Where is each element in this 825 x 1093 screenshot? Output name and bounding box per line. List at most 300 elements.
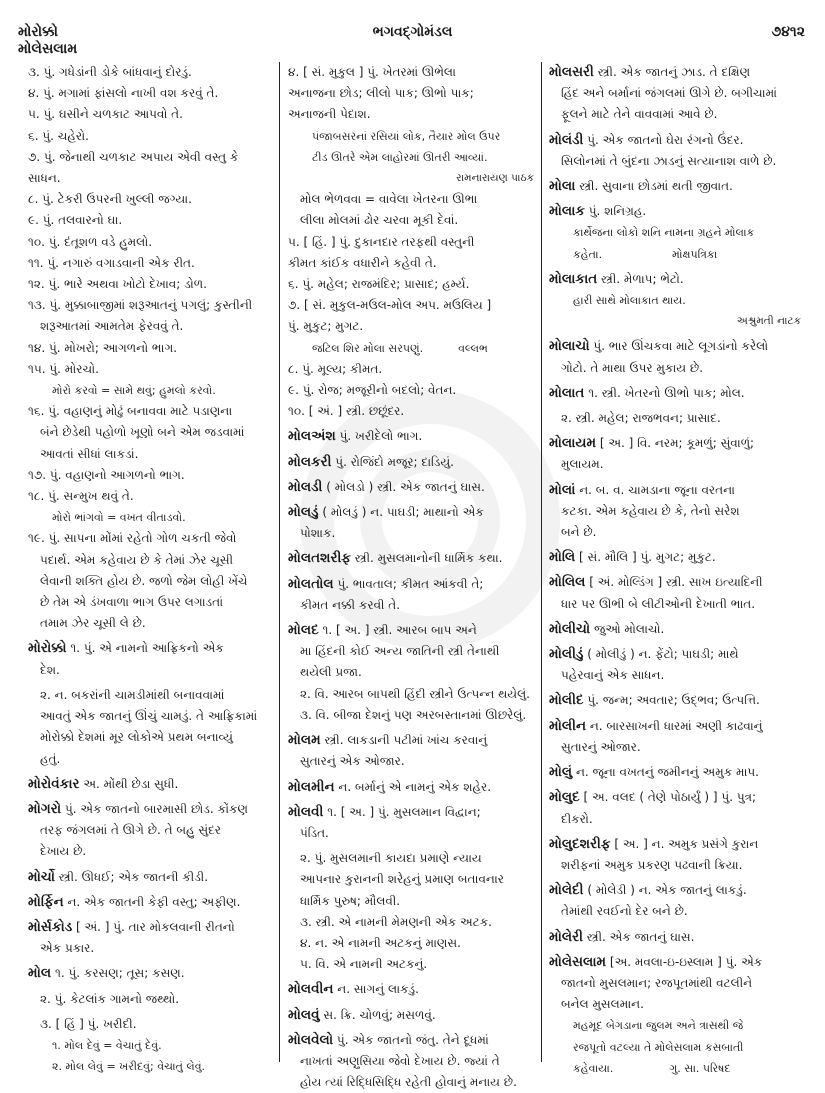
definition-text: ૨. પું. કેટલાંક ગામનો જથ્થો.	[40, 991, 180, 1006]
entry-line	[288, 316, 538, 337]
entry-line	[288, 523, 538, 544]
dictionary-entry	[288, 502, 538, 523]
definition-text: પું. ભાર ઊંચકવા માટે લૂગડાંનો કરેલો	[589, 339, 769, 354]
definition-text: ૪. [ સં. મુકુલ ] પું. ખેતરમાં ઊભેલા	[288, 65, 456, 79]
definition-text: કીમત નક્કી કરવી તે.	[300, 597, 401, 612]
definition-text: ન. સાગનું લાકડું.	[333, 982, 419, 997]
definition-text: ૩. [ હિં ] પું. ખરીદી.	[40, 1016, 137, 1031]
entry-line	[549, 665, 805, 686]
definition-text: કાર્થેજના લોકો શનિ નામના ગ્રહને મોલાક	[573, 226, 755, 240]
entry-line	[28, 83, 272, 104]
definition-text: ગોટો. તે માથા ઉપર મુકાય છે.	[561, 360, 704, 375]
entry-line	[288, 83, 538, 104]
definition-text: સિલોનમાં તે બુંદના ઝાડનું સત્યાનાશ વાળે છે.	[561, 153, 777, 168]
definition-text: અનાજની પેદાશ.	[288, 107, 371, 122]
definition-text: અનાજના છોડ; લીલો પાક; ઊભો પાક;	[288, 86, 474, 101]
entry-line	[549, 151, 805, 172]
entry-line	[28, 126, 272, 147]
page-header	[0, 0, 825, 57]
headword: મોર્ફિન	[28, 893, 64, 910]
definition-text: એક પ્રકાર.	[40, 941, 95, 956]
definition-text: સુતારનું ઓજાર.	[561, 739, 641, 754]
definition-text: ફૂલને માટે તેને વાવવામાં આવે છે.	[561, 107, 718, 122]
dictionary-entry	[288, 1030, 538, 1051]
headword: મોલુદ	[549, 789, 580, 806]
definition-text: છે તેમ એ ડંખવાળા ભાગ ઉપર લગાડતાં	[40, 595, 224, 610]
entry-line	[28, 507, 272, 528]
dictionary-entry	[28, 867, 272, 888]
dictionary-entry	[288, 452, 538, 473]
definition-text: ૬. પું. ચહેરો.	[28, 128, 89, 143]
definition-text: ૧. પું. કરસણ; તૂસ; કસણ.	[51, 966, 185, 981]
definition-text: ૭. પું. જેનાથી ચળકાટ અપાય એવી વસ્તુ કે	[28, 149, 239, 164]
definition-text: ૫. વિ. એ નામની અટકનું.	[300, 957, 428, 972]
definition-text: સ્ત્રી. ઊધઈ; એક જાતની કીડી.	[54, 869, 209, 884]
definition-text: ૧૮. પું. સન્મુખ થવું તે.	[28, 489, 134, 504]
definition-text: કહેતા. મોક્ષપત્રિકા	[573, 247, 718, 261]
headword: મોરોવંકાર	[28, 775, 80, 792]
definition-text: ૫. [ હિં. ] પું. દુકાનદાર તરફથી વસ્તુની	[288, 234, 475, 249]
definition-text: ૧૦. [ અં. ] સ્ત્રી. છછૂંદર.	[288, 404, 405, 419]
definition-text: પોશાક.	[300, 526, 336, 541]
definition-text: મુલાયમ.	[561, 457, 604, 472]
headword: મોલીચો	[549, 620, 591, 637]
definition-text: હતું.	[40, 751, 61, 766]
definition-text: પું. રોજિંદો મજૂર; દાડિયું.	[331, 454, 454, 469]
definition-text: દેશ.	[40, 662, 60, 677]
definition-text: ૨. પું. મુસલમાની કાયદા પ્રમાણે ન્યાય	[300, 851, 482, 866]
dictionary-entry	[549, 880, 805, 901]
definition-text: પું. એક જાતનો બારમાસી છોડ. કોંકણ	[61, 801, 248, 816]
definition-text: દેખાય છે.	[40, 844, 87, 859]
headword: મોલાં	[549, 481, 576, 498]
column-middle	[288, 62, 538, 1093]
definition-text: પું. ભાવતાલ; કીમત આંકવી તે;	[333, 576, 484, 591]
entry-line	[549, 83, 805, 104]
dictionary-entry	[288, 777, 538, 798]
headword: મોલવું	[288, 1006, 320, 1023]
entry-line	[288, 62, 538, 83]
definition-text: અશ્રુમતી નાટક	[736, 315, 801, 328]
definition-text: પું. મુકુટ; મુગટ.	[288, 319, 364, 334]
dictionary-entry	[288, 477, 538, 498]
definition-text: હોય ત્યાં રિદ્ધિસિદ્ધિ રહેતી હોવાનું મનાય છે.	[300, 1075, 517, 1090]
headword: મોલસરી	[549, 64, 594, 80]
entry-line	[549, 104, 805, 125]
definition-text: [ અં. ] પું. તાર મોકલવાની રીતનો	[72, 919, 235, 934]
definition-text: ૨. ન. બકરાંની ચામડીમાંથી બનાવવામાં	[40, 687, 225, 702]
definition-text: ન. બર્માનું એ નામનું એક શહેર.	[334, 779, 492, 794]
entry-line	[28, 820, 272, 841]
dictionary-entry	[28, 917, 272, 938]
definition-text: ૧. પું. એ નામનો આફ્રિકનો એક	[66, 641, 224, 656]
entry-line	[549, 222, 805, 243]
guide-word-first: મોરોક્કો	[18, 24, 58, 40]
definition-text: શરૂઆતમાં આમતેમ ફેરવવું તે.	[40, 319, 184, 334]
entry-line	[28, 104, 272, 125]
entry-line	[28, 1035, 272, 1056]
entry-line	[288, 751, 538, 772]
entry-line	[549, 901, 805, 922]
definition-text: સ્ત્રી. લાકડાની પટીમાં ખાંચ કરવાનું	[320, 733, 488, 748]
entry-line	[288, 891, 538, 912]
entry-line	[28, 660, 272, 681]
dictionary-entry	[288, 574, 538, 595]
definition-text: તમામ ઝેર ચૂસી લે છે.	[40, 616, 146, 631]
definition-text: કહેવાયા. ગુ. સા. પરિષદ	[573, 1061, 731, 1075]
headword: મોલાકાત	[549, 270, 598, 287]
definition-text: ૭. [ સં. મુકુલ-મઉલ-મોલ અપ. મઉલિય ]	[288, 298, 492, 313]
definition-text: હિંદ અને બર્માનાં જંગલમાં ઊગે છે. બગીચામાં	[561, 86, 778, 101]
entry-line	[288, 338, 538, 359]
definition-text: મહમૂદ બેગડાના જુલમ અને ત્રાસથી જે	[573, 1019, 744, 1033]
entry-line	[288, 933, 538, 954]
entry-line	[288, 869, 538, 890]
entry-line	[288, 295, 538, 316]
entry-line	[288, 274, 538, 295]
headword: મોલાયમ	[549, 435, 597, 452]
definition-text: બનેલ મુસલમાન.	[561, 997, 644, 1012]
entry-line	[288, 168, 538, 189]
headword: મોગરો	[28, 800, 62, 817]
dictionary-entry	[549, 62, 805, 83]
page-number: ૭૪૧૨	[771, 24, 805, 40]
entry-line	[288, 705, 538, 726]
definition-text: દીકરો.	[561, 811, 593, 826]
entry-line	[549, 1058, 805, 1079]
entry-line	[549, 737, 805, 758]
dictionary-entry	[549, 433, 805, 454]
definition-text: તરફ જંગલમાં તે ઊગે છે. તે બહુ સુંદર	[40, 823, 221, 838]
entry-line	[28, 1056, 272, 1077]
entry-line	[28, 274, 272, 295]
definition-text: ૧૨. પું. ભારે અથવા ખોટો દેખાવ; ડોળ.	[28, 277, 207, 292]
dictionary-entry	[28, 799, 272, 820]
entry-line	[28, 380, 272, 401]
dictionary-entry	[549, 619, 805, 640]
entry-line	[288, 848, 538, 869]
entry-line	[28, 422, 272, 443]
entry-line	[288, 359, 538, 380]
headword: મોલતોલ	[288, 575, 334, 592]
definition-text: નાખતાં અણુસિયા જેવો દેખાય છે. જ્યાં તે	[300, 1053, 500, 1068]
entry-line	[28, 295, 272, 316]
definition-text: ૯. પું. તલવારનો ઘા.	[28, 213, 123, 228]
dictionary-entry	[549, 644, 805, 665]
entry-line	[28, 232, 272, 253]
headword: મોલડી	[288, 478, 323, 495]
definition-text: ૩. પું. ગધેડાંની ડોકે બાંધવાનું દોરડું.	[28, 65, 192, 79]
definition-text: બંને છેડેથી પહોળો ખૂણો બને એમ જડવામાં	[40, 425, 245, 440]
headword: મોલવી	[288, 803, 324, 820]
definition-text: અ. મોંથી છેડા સુધી.	[79, 776, 179, 791]
definition-text: જુઓ મોલાચો.	[590, 621, 665, 636]
definition-text: હારી સાથે મોલાકાત થાય.	[573, 294, 686, 308]
dictionary-entry	[549, 176, 805, 197]
definition-text: ૧૧. પું. નગારું વગાડવાની એક રીત.	[28, 255, 195, 270]
definition-text: [ અ. ] વિ. નરમ; કૂમળું; સુંવાળું;	[596, 436, 755, 451]
definition-text: ૧૦. પું. દંતૂશળ વડે હુમલો.	[28, 234, 153, 249]
headword: મોલીદ	[549, 692, 584, 709]
entry-line	[28, 550, 272, 571]
definition-text: ૩. સ્ત્રી. એ નામની મેમણની એક અટક.	[300, 914, 492, 929]
entry-line	[28, 938, 272, 959]
dictionary-entry	[549, 787, 805, 808]
headword: મોલઅંશ	[288, 428, 336, 445]
entry-line	[288, 684, 538, 705]
dictionary-entry	[28, 638, 272, 659]
entry-line	[28, 749, 272, 770]
dictionary-entry	[549, 572, 805, 593]
definition-text: ૧૬. પું. વહાણનું મોઢું બનાવવા માટે પડાણના	[28, 404, 233, 419]
definition-text: પું. શનિગ્રહ.	[584, 204, 647, 219]
definition-text: આવતાં સીધાં લાકડાં.	[40, 446, 139, 461]
definition-text: ૩. વિ. બીજા દેશનું પણ અરબસ્તાનમાં ઊછરેલું.	[300, 707, 527, 722]
dictionary-entry	[288, 548, 538, 569]
column-right	[549, 62, 805, 1079]
entry-line	[28, 189, 272, 210]
definition-text: ન. બારસાખની ધારમાં અણી કાઢવાનું	[586, 718, 763, 733]
definition-text: લેવાની શક્તિ હોય છે. જળો જેમ લોહી ખેંચે	[40, 573, 248, 588]
headword: મોલાચો	[549, 338, 590, 355]
definition-text: રજપૂતો વટલ્યા તે મોલેસલામ કસબાતી	[573, 1040, 744, 1054]
definition-text: મા હિંદની કોઈ અન્ય જાતિની સ્ત્રી તેનાથી	[300, 644, 500, 659]
dictionary-entry	[549, 716, 805, 737]
headword: મોલેસલામ	[549, 953, 607, 970]
definition-text: સ્ત્રી. મેળાપ; ભેટો.	[597, 271, 684, 286]
definition-text: ૧૫. પું. મોરચો.	[28, 361, 99, 376]
definition-text: ૪. ન. એ નામની અટકનું માણસ.	[300, 935, 461, 950]
headword: મોલા	[549, 178, 576, 195]
headword: મોલીડું	[549, 646, 584, 663]
definition-text: પહેરવાનું એક સાધન.	[561, 668, 665, 683]
definition-text: સ્ત્રી. એક જાતનું ઘાસ.	[582, 929, 695, 944]
definition-text: જટિલ શિર મોલા સરપણું. વલ્લભ	[312, 341, 488, 355]
definition-text: મોરોક્કો દેશમાં મૂર લોકોએ પ્રથમ બનાવ્યું	[40, 730, 233, 745]
entry-line	[288, 1051, 538, 1072]
headword: મોલમ	[288, 732, 321, 749]
definition-text: ૨. મોલ લેવું = ખરીદવું; વેચાતું લેવું.	[52, 1060, 206, 1074]
definition-text: ૯. પું. રોજ; મજૂરીનો બદલો; વેતન.	[288, 383, 457, 398]
dictionary-entry	[549, 383, 805, 404]
definition-text: ૨. વિ. આરબ બાપથી હિંદી સ્ત્રીને ઉત્પન્ન થયેલું.	[300, 686, 530, 701]
guide-word-last: મોલેસલામ	[18, 41, 78, 57]
definition-text: સ્ત્રી. સુવાના છોડમાં થતી જીવાત.	[575, 179, 733, 194]
entry-line	[28, 1014, 272, 1035]
definition-text: ૧. [ અ. ] પું. મુસલમાન વિદ્વાન;	[323, 804, 481, 819]
definition-text: બને છે.	[561, 525, 597, 540]
dictionary-entry	[549, 834, 805, 855]
definition-text: [ અ. ] ન. અમુક પ્રસંગે કુરાન	[610, 836, 759, 851]
definition-text: [ અં. મોલ્ડિંગ ] સ્ત્રી. સાખ ઇત્યાદિની	[585, 575, 763, 590]
definition-text: પું. એક જાતનો જંતુ. તેને દૂધમાં	[333, 1032, 489, 1047]
entry-line	[549, 973, 805, 994]
definition-text: ૬. પું. મહેલ; રાજમંદિર; પ્રાસાદ; હર્મ્ય.	[288, 277, 470, 292]
entry-line	[288, 189, 538, 210]
headword: મોલેરી	[549, 928, 583, 945]
dictionary-entry	[549, 480, 805, 501]
headword: મોલકરી	[288, 453, 332, 470]
definition-text: ૧. સ્ત્રી. ખેતરનો ઊભો પાક; મોલ.	[584, 385, 745, 400]
entry-line	[288, 595, 538, 616]
entry-line	[288, 232, 538, 253]
definition-text: કીમત કાંઈક વધારીને કહેવી તે.	[288, 255, 437, 270]
entry-line	[288, 912, 538, 933]
entry-line	[28, 359, 272, 380]
entry-line	[549, 594, 805, 615]
definition-text: ( મોલીડું ) ન. ફેંટો; પાઘડી; માથે	[583, 647, 739, 662]
entry-line	[288, 823, 538, 844]
dictionary-entry	[28, 892, 272, 913]
entry-line	[28, 613, 272, 634]
definition-text: મોરો કરવો = સામે થવું; હુમલો કરવો.	[52, 384, 216, 398]
dictionary-entry	[288, 979, 538, 1000]
definition-text: પંડિત.	[300, 825, 329, 840]
definition-text: ૧૩. પું. મુક્કાબાજીમાં શરૂઆતનું પગલું; કુસ્તીની	[28, 298, 253, 313]
entry-line	[28, 841, 272, 862]
entry-line	[288, 147, 538, 168]
entry-line	[549, 1037, 805, 1058]
entry-line	[549, 311, 805, 332]
entry-line	[549, 290, 805, 311]
entry-line	[28, 592, 272, 613]
entry-line	[28, 210, 272, 231]
definition-text: જાતનો મુસલમાન; રજપૂતમાંથી વટલીને	[561, 975, 753, 990]
entry-line	[288, 641, 538, 662]
headword: મોલતશરીફ	[288, 550, 351, 567]
headword: મોલદ	[288, 622, 319, 639]
headword: મોલીન	[549, 717, 587, 734]
headword: મોલમીન	[288, 778, 335, 795]
definition-text: [ અ. વલદ ( તેણે પોઠાર્યું ) ] પું. પુત્ર;	[579, 790, 757, 805]
entry-line	[549, 855, 805, 876]
headword: મોલિલ	[549, 574, 586, 591]
definition-text: પું. ખરીદેલો ભાગ.	[335, 429, 423, 444]
definition-text: સ્ત્રી. એક જાતનું ઝાડ. તે દક્ષિણ	[593, 65, 751, 79]
entry-line	[288, 253, 538, 274]
definition-text: ધાર પર ઊભી બે લીટીઓની દેખાતી ભાત.	[561, 596, 756, 611]
entry-line	[549, 501, 805, 522]
entry-line	[28, 62, 272, 83]
entry-line	[288, 401, 538, 422]
entry-line	[28, 401, 272, 422]
headword: મોલાક	[549, 203, 585, 220]
entry-line	[288, 1072, 538, 1093]
dictionary-entry	[288, 802, 538, 823]
definition-text: [અ. મવલા-ઇ-ઇસ્લામ ] પું. એક	[606, 954, 763, 969]
dictionary-entry	[28, 963, 272, 984]
entry-line	[288, 662, 538, 683]
entry-line	[549, 454, 805, 475]
dictionary-entry	[549, 690, 805, 711]
definition-text: મોલ ભેળવવા = વાવેલા ખેતરના ઊભા	[300, 192, 478, 207]
definition-text: પદાર્થ. એમ કહેવાય છે કે તેમાં ઝેર ચૂસી	[40, 552, 234, 567]
entry-line	[288, 380, 538, 401]
definition-text: તેમાંથી રવઈનો દેર બને છે.	[561, 904, 688, 919]
definition-text: ૧. મોલ દેવું = વેચાતું દેવું.	[52, 1038, 162, 1052]
definition-text: ૮. પું. મૂલ્ય; કીમત.	[288, 361, 383, 376]
dictionary-entry	[549, 130, 805, 151]
headword: મોર્સકોડ	[28, 918, 73, 935]
entry-line	[288, 954, 538, 975]
dictionary-entry	[549, 269, 805, 290]
definition-text: મોરો ભાંગવો = વખત વીતાડવો.	[52, 511, 186, 525]
entry-line	[28, 253, 272, 274]
definition-text: ટીડ ઊતરે એમ લાહોરમાં ઊતરી આવ્યાં.	[312, 150, 488, 164]
headword: મોલાત	[549, 384, 585, 401]
dictionary-entry	[549, 547, 805, 568]
definition-text: ૫. પું. ઘસીને ચળકાટ આપવો તે.	[28, 107, 183, 122]
dictionary-entry	[549, 201, 805, 222]
entry-line	[549, 358, 805, 379]
definition-text: ( મોલડું ) ન. પાઘડી; માથાનો એક	[318, 505, 484, 520]
definition-text: ધાર્મિક પુરુષ; મૌલવી.	[300, 893, 401, 908]
definition-text: સ. ક્રિ. ચોળવું; મસળવું.	[319, 1007, 436, 1022]
definition-text: ૪. પું. મગામાં ફાંસલો નાખી વશ કરવું તે.	[28, 86, 219, 101]
entry-line	[288, 210, 538, 231]
definition-text: ન. બ. વ. ચામડાના જૂના વરતના	[575, 482, 735, 497]
definition-text: રામનારાયણ પાઠક	[456, 172, 534, 185]
entry-line	[28, 706, 272, 727]
definition-text: થયેલી પ્રજા.	[300, 665, 362, 680]
entry-line	[549, 408, 805, 429]
dictionary-entry	[28, 774, 272, 795]
definition-text: ૨. સ્ત્રી. મહેલ; રાજભવન; પ્રાસાદ.	[561, 411, 721, 426]
definition-text: ૧૭. પું. વહાણનો આગળનો ભાગ.	[28, 467, 185, 482]
entry-line	[288, 126, 538, 147]
dictionary-entry	[288, 426, 538, 447]
definition-text: શરીફનાં અમુક પ્રકરણ પઢવાની ક્રિયા.	[561, 857, 743, 872]
dictionary-entry	[549, 336, 805, 357]
headword: મોલું	[549, 764, 573, 781]
entry-line	[549, 244, 805, 265]
definition-text: ન. જૂના વખતનું જમીનનું અમુક માપ.	[572, 765, 759, 780]
dictionary-entry	[549, 927, 805, 948]
entry-line	[28, 571, 272, 592]
headword: મોલવેલો	[288, 1031, 334, 1048]
definition-text: સાધન.	[28, 171, 61, 186]
headword: મોરોક્કો	[28, 640, 67, 657]
definition-text: ન. એક જાતની કેફી વસ્તુ; અફીણ.	[63, 894, 241, 909]
definition-text: ૮. પું. ટેકરી ઉપરની ખુલ્લી જગ્યા.	[28, 192, 192, 207]
entry-line	[549, 994, 805, 1015]
book-title: ભગવદ્ગોમંડલ	[372, 24, 453, 40]
definition-text: સુતારનું એક ઓજાર.	[300, 754, 405, 769]
headword: મોલ	[28, 965, 52, 982]
entry-line	[549, 522, 805, 543]
entry-line	[549, 809, 805, 830]
definition-text: ૧. [ અ. ] સ્ત્રી. આરબ બાપ અને	[318, 623, 477, 638]
definition-text: પું. જન્મ; અવતાર; ઉદ્ભવ; ઉત્પત્તિ.	[583, 693, 760, 708]
definition-text: પું. એક જાતનો ઘેરા રંગનો ઉંદર.	[583, 132, 744, 147]
headword: મોલુદશરીફ	[549, 835, 611, 852]
headword: મોલંડી	[549, 131, 584, 148]
definition-text: આપનાર કુરાનની શરેહનું પ્રમાણ બતાવનાર	[300, 872, 505, 887]
entry-line	[288, 104, 538, 125]
definition-text: ( મોલેડી ) ન. એક જાતનું લાકડું.	[583, 883, 747, 898]
definition-text: ( મોલડો ) સ્ત્રી. એક જાતનું ઘાસ.	[322, 479, 485, 494]
entry-line	[28, 338, 272, 359]
definition-text: પંજાબસરનાં રસિયાં લોક, તૈયાર મોલ ઉપર	[312, 129, 501, 143]
dictionary-entry	[288, 1005, 538, 1026]
definition-text: ૧૯. પું. સાપના મોંમાં રહેતો ગોળ ચકતી જેવો	[28, 531, 237, 546]
entry-line	[28, 465, 272, 486]
headword: મોર્ચો	[28, 868, 55, 885]
definition-text: સ્ત્રી. મુસલમાનોની ધાર્મિક કથા.	[350, 551, 503, 566]
definition-text: ૧૪. પું. મોખરો; આગળનો ભાગ.	[28, 340, 178, 355]
entry-line	[28, 989, 272, 1010]
definition-text: લીલા મોલમાં ઢોર ચરવા મૂકી દેવાં.	[300, 213, 459, 228]
